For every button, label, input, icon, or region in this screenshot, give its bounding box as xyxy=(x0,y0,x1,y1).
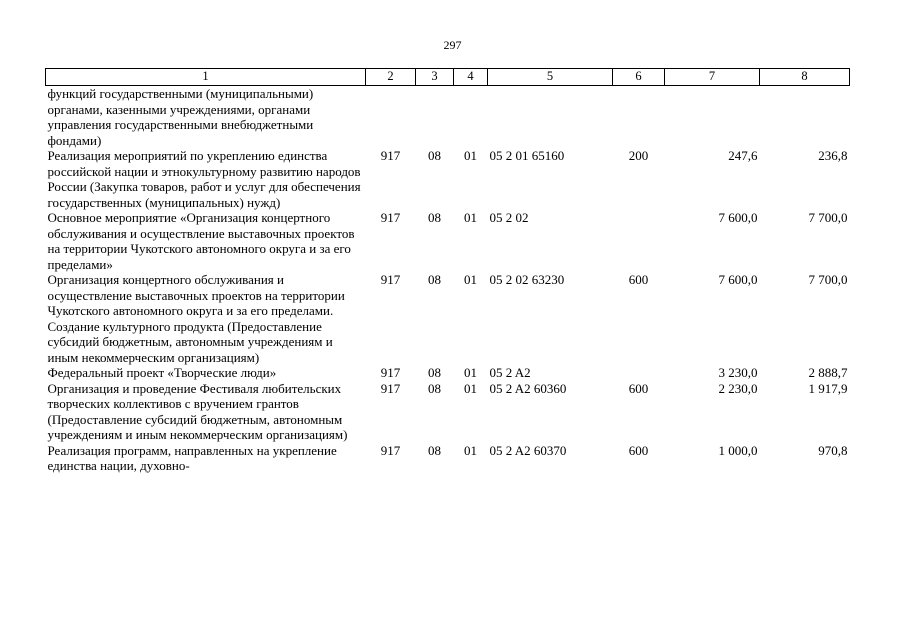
table-row xyxy=(46,86,850,149)
row-expense-type: 600 xyxy=(628,380,649,396)
row-amount-1: 2 230,0 xyxy=(718,380,758,396)
table-row xyxy=(46,381,850,443)
row-grbs: 917 xyxy=(380,272,401,287)
row-expense-type: 600 xyxy=(628,442,649,458)
row-amount-2: 1 917,9 xyxy=(808,380,848,396)
header-col-7: 7 xyxy=(665,69,760,86)
row-amount-2: 7 700,0 xyxy=(808,210,848,225)
row-target-code xyxy=(488,86,613,149)
row-subsection: 01 xyxy=(464,442,477,458)
row-section: 08 xyxy=(428,442,441,458)
row-subsection: 01 xyxy=(464,365,477,380)
row-description: Реализация мероприятий по укреплению единства российской нации и этнокультурному развитию народов России (Закупка товаров, работ и услуг для обеспечения государственных (муниципальных) нужд) xyxy=(47,148,361,210)
header-col-6: 6 xyxy=(613,69,665,86)
row-section xyxy=(416,86,454,149)
row-expense-type: 600 xyxy=(628,272,649,287)
header-col-5: 5 xyxy=(488,69,613,86)
row-amount-1 xyxy=(665,86,760,149)
row-target-code: 05 2 A2 xyxy=(489,365,531,380)
row-amount-2 xyxy=(760,86,850,149)
row-grbs: 917 xyxy=(380,442,401,458)
row-section: 08 xyxy=(428,148,441,163)
row-amount-1: 1 000,0 xyxy=(718,442,758,458)
row-target-code: 05 2 01 65160 xyxy=(489,148,565,163)
row-subsection: 01 xyxy=(464,380,477,396)
row-section: 08 xyxy=(428,380,441,396)
row-expense-type xyxy=(613,86,665,149)
table-row xyxy=(46,365,850,381)
row-amount-2: 7 700,0 xyxy=(808,272,848,287)
table-row xyxy=(46,210,850,272)
row-grbs: 917 xyxy=(380,148,401,163)
row-section: 08 xyxy=(428,272,441,287)
row-description: Организация и проведение Фестиваля любительских творческих коллективов с вручением грантов (Предоставление субсидий бюджетным, автономным учреждениям и иным некоммерческим организациям) xyxy=(47,380,348,442)
row-description: Федеральный проект «Творческие люди» xyxy=(47,365,277,380)
row-target-code: 05 2 02 xyxy=(489,210,529,225)
budget-table xyxy=(45,68,850,474)
row-subsection: 01 xyxy=(464,210,477,225)
row-description: Реализация программ, направленных на укрепление единства нации, духовно- xyxy=(47,442,337,473)
header-col-3: 3 xyxy=(416,69,454,86)
row-amount-1: 7 600,0 xyxy=(718,210,758,225)
row-subsection: 01 xyxy=(464,272,477,287)
row-grbs: 917 xyxy=(380,210,401,225)
row-amount-1: 247,6 xyxy=(728,148,758,163)
row-amount-1: 7 600,0 xyxy=(718,272,758,287)
row-target-code: 05 2 02 63230 xyxy=(489,272,565,287)
table-row xyxy=(46,272,850,365)
row-description: Основное мероприятие «Организация концертного обслуживания и осуществление выставочных проектов на территории Чукотского автономного округа и за его пределами» xyxy=(47,210,355,272)
page-number: 297 xyxy=(443,38,462,52)
row-subsection xyxy=(454,86,488,149)
row-target-code: 05 2 A2 60360 xyxy=(489,380,567,396)
row-expense-type xyxy=(613,365,665,381)
row-section: 08 xyxy=(428,365,441,380)
row-description: функций государственными (муниципальными) органами, казенными учреждениями, органами управления государственными внебюджетными фондами) xyxy=(47,86,314,148)
row-grbs: 917 xyxy=(380,380,401,396)
row-grbs xyxy=(366,86,416,149)
header-col-8: 8 xyxy=(760,69,850,86)
row-amount-1: 3 230,0 xyxy=(718,365,758,380)
header-col-1: 1 xyxy=(46,69,366,86)
row-subsection: 01 xyxy=(464,148,477,163)
row-expense-type: 200 xyxy=(628,148,649,163)
row-description: Организация концертного обслуживания и осуществление выставочных проектов на территории Чукотского автономного округа и за его пределами. Создание культурного продукта (Предоставление субсидий бюджетным, автономным учреждениям и иным некоммерческим организациям) xyxy=(47,272,345,365)
header-col-2: 2 xyxy=(366,69,416,86)
row-amount-2: 970,8 xyxy=(818,442,848,458)
row-target-code: 05 2 A2 60370 xyxy=(489,442,567,458)
row-amount-2: 236,8 xyxy=(818,148,848,163)
row-section: 08 xyxy=(428,210,441,225)
row-amount-2: 2 888,7 xyxy=(808,365,848,380)
table-row xyxy=(46,148,850,210)
row-grbs: 917 xyxy=(380,365,401,380)
header-col-4: 4 xyxy=(454,69,488,86)
table-row xyxy=(46,443,850,474)
row-expense-type xyxy=(613,210,665,272)
header-row xyxy=(46,69,850,86)
